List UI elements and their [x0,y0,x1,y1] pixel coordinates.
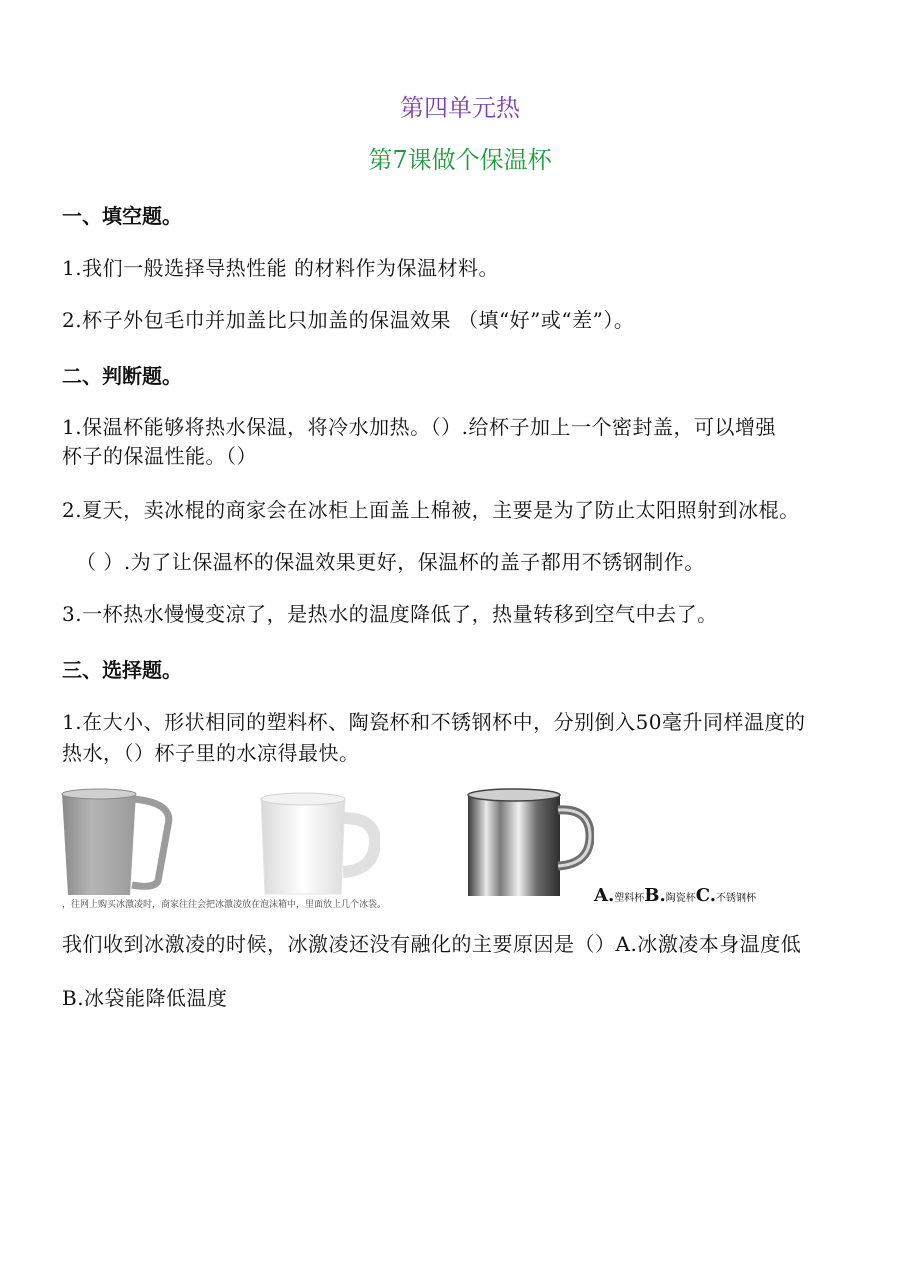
choice-c-text: 不锈钢杯 [716,893,756,904]
lesson-title: 第7课做个保温杯 [368,146,552,174]
judge-question-3: 3.一杯热水慢慢变凉了，是热水的温度降低了，热量转移到空气中去了。 [62,602,718,626]
plastic-cup-image [58,785,178,900]
choice-a-letter: A. [594,885,615,906]
choice-b-text: 陶瓷杯 [665,893,696,904]
choice-question-2-line1: 我们收到冰激凌的时候，冰激凌还没有融化的主要原因是（）A.冰激凌本身温度低 [62,932,802,956]
choice-options [594,885,756,906]
choice-question-1-line2: 热水，（）杯子里的水凉得最快。 [62,741,360,765]
section1-heading: 一、填空题。 [62,204,182,228]
choice-b-letter: B. [644,885,666,906]
choice-c-letter: C. [695,885,716,906]
judge-question-2-line2: （ ）.为了让保温杯的保温效果更好，保温杯的盖子都用不锈钢制作。 [76,550,705,574]
image-caption: ，往网上购买冰激凌时，商家往往会把冰激凌放在泡沫箱中，里面放上几个冰袋。 [62,900,387,910]
choice-a-text: 塑料杯 [614,893,645,904]
ceramic-cup-image [255,788,380,900]
fill-question-1: 1.我们一般选择导热性能 的材料作为保温材料。 [62,256,499,280]
judge-question-1-line1: 1.保温杯能够将热水保温，将冷水加热。（）.给杯子加上一个密封盖，可以增强 [62,415,776,439]
choice-question-2-line2: B.冰袋能降低温度 [62,986,228,1010]
section2-heading: 二、判断题。 [62,364,182,388]
choice-question-1-line1: 1.在大小、形状相同的塑料杯、陶瓷杯和不锈钢杯中，分别倒入50毫升同样温度的 [62,710,806,734]
unit-title: 第四单元热 [400,94,520,122]
fill-question-2: 2.杯子外包毛巾并加盖比只加盖的保温效果 （填“好”或“差”）。 [62,308,635,332]
judge-question-2-line1: 2.夏天，卖冰棍的商家会在冰柜上面盖上棉被，主要是为了防止太阳照射到冰棍。 [62,498,800,522]
judge-question-1-line2: 杯子的保温性能。（） [62,444,257,468]
section3-heading: 三、选择题。 [62,658,182,682]
steel-cup-image [464,786,594,900]
